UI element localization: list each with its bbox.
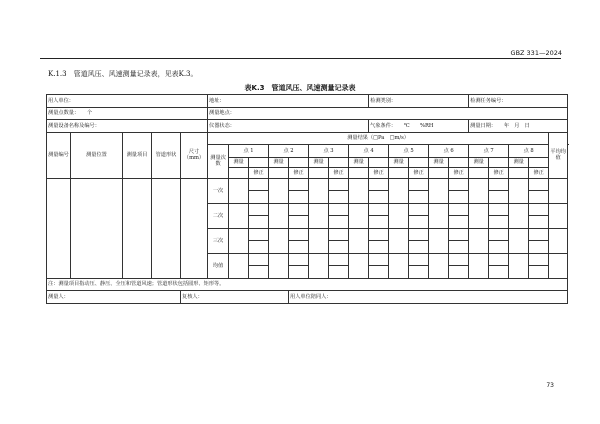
empty-cell bbox=[229, 203, 249, 228]
empty-cell bbox=[389, 228, 409, 253]
empty-cell bbox=[549, 178, 568, 203]
empty-cell bbox=[529, 203, 549, 216]
empty-cell bbox=[289, 203, 309, 216]
empty-cell bbox=[449, 178, 469, 191]
measure-label: 测量 bbox=[429, 157, 449, 168]
col-position: 测量位置 bbox=[71, 132, 123, 178]
empty-cell bbox=[249, 178, 269, 191]
point-header: 点 4 bbox=[349, 145, 389, 158]
empty-cell bbox=[329, 157, 349, 168]
info-weather: 气象条件： ℃ %RH bbox=[369, 120, 469, 133]
empty-cell bbox=[529, 157, 549, 168]
empty-cell bbox=[509, 168, 529, 179]
measure-label: 测量 bbox=[229, 157, 249, 168]
empty-cell bbox=[229, 178, 249, 203]
empty-cell bbox=[389, 253, 409, 278]
empty-cell bbox=[229, 228, 249, 253]
empty-cell bbox=[329, 266, 349, 279]
empty-cell bbox=[549, 203, 568, 228]
info-task-no: 检测任务编号： bbox=[469, 95, 568, 108]
empty-cell bbox=[409, 178, 429, 191]
empty-cell bbox=[429, 203, 449, 228]
info-unit: 用人单位： bbox=[47, 95, 208, 108]
empty-cell bbox=[509, 228, 529, 253]
empty-cell bbox=[529, 178, 549, 191]
round-label: 一次 bbox=[208, 178, 229, 203]
empty-cell bbox=[469, 178, 489, 203]
empty-cell bbox=[409, 253, 429, 266]
measure-label: 测量 bbox=[349, 157, 369, 168]
empty-cell bbox=[449, 228, 469, 241]
empty-cell bbox=[409, 241, 429, 254]
empty-cell bbox=[71, 178, 123, 278]
empty-cell bbox=[349, 178, 369, 203]
info-category: 检测类别： bbox=[369, 95, 469, 108]
empty-cell bbox=[269, 253, 289, 278]
info-points: 测量点数量： 个 bbox=[47, 107, 208, 120]
empty-cell bbox=[369, 191, 389, 204]
empty-cell bbox=[349, 203, 369, 228]
correct-label: 修正 bbox=[529, 168, 549, 179]
empty-cell bbox=[429, 228, 449, 253]
empty-cell bbox=[489, 253, 509, 266]
empty-cell bbox=[349, 168, 369, 179]
record-table bbox=[46, 94, 568, 304]
empty-cell bbox=[329, 253, 349, 266]
round-label: 均值 bbox=[208, 253, 229, 278]
empty-cell bbox=[409, 157, 429, 168]
empty-cell bbox=[329, 228, 349, 241]
measure-label: 测量 bbox=[269, 157, 289, 168]
empty-cell bbox=[369, 266, 389, 279]
empty-cell bbox=[529, 253, 549, 266]
empty-cell bbox=[309, 253, 329, 278]
empty-cell bbox=[269, 178, 289, 203]
empty-cell bbox=[229, 253, 249, 278]
empty-cell bbox=[369, 228, 389, 241]
empty-cell bbox=[289, 266, 309, 279]
empty-cell bbox=[249, 157, 269, 168]
empty-cell bbox=[509, 253, 529, 278]
empty-cell bbox=[249, 228, 269, 241]
empty-cell bbox=[123, 178, 152, 278]
empty-cell bbox=[329, 178, 349, 191]
footer-reviewer: 复核人： bbox=[181, 291, 289, 304]
table-title: 表K.3 管道风压、风速测量记录表 bbox=[244, 84, 356, 92]
header-rule bbox=[40, 58, 561, 59]
empty-cell bbox=[289, 241, 309, 254]
empty-cell bbox=[289, 216, 309, 229]
footer-measurer: 测量人： bbox=[47, 291, 181, 304]
empty-cell bbox=[449, 253, 469, 266]
empty-cell bbox=[529, 266, 549, 279]
empty-cell bbox=[469, 203, 489, 228]
empty-cell bbox=[409, 203, 429, 216]
empty-cell bbox=[529, 241, 549, 254]
empty-cell bbox=[329, 241, 349, 254]
empty-cell bbox=[549, 228, 568, 253]
empty-cell bbox=[389, 203, 409, 228]
col-shape: 管道形状 bbox=[152, 132, 181, 178]
empty-cell bbox=[269, 228, 289, 253]
empty-cell bbox=[429, 253, 449, 278]
empty-cell bbox=[489, 157, 509, 168]
empty-cell bbox=[369, 216, 389, 229]
empty-cell bbox=[329, 203, 349, 216]
point-header: 点 8 bbox=[509, 145, 549, 158]
empty-cell bbox=[249, 241, 269, 254]
empty-cell bbox=[449, 241, 469, 254]
empty-cell bbox=[389, 168, 409, 179]
empty-cell bbox=[181, 178, 208, 278]
point-header: 点 2 bbox=[269, 145, 309, 158]
empty-cell bbox=[289, 178, 309, 191]
empty-cell bbox=[329, 216, 349, 229]
empty-cell bbox=[529, 216, 549, 229]
empty-cell bbox=[369, 253, 389, 266]
empty-cell bbox=[469, 253, 489, 278]
empty-cell bbox=[249, 203, 269, 216]
measure-label: 测量 bbox=[509, 157, 529, 168]
empty-cell bbox=[289, 191, 309, 204]
empty-cell bbox=[489, 203, 509, 216]
empty-cell bbox=[309, 168, 329, 179]
empty-cell bbox=[152, 178, 181, 278]
empty-cell bbox=[489, 216, 509, 229]
empty-cell bbox=[309, 203, 329, 228]
empty-cell bbox=[409, 266, 429, 279]
empty-cell bbox=[329, 191, 349, 204]
correct-label: 修正 bbox=[489, 168, 509, 179]
col-results: 测量结果（□Pa □m/s） bbox=[208, 132, 549, 145]
empty-cell bbox=[47, 178, 71, 278]
empty-cell bbox=[529, 191, 549, 204]
info-device-state: 仪器状态： bbox=[208, 120, 369, 133]
footer-witness: 用人单位陪同人： bbox=[289, 291, 568, 304]
round-label: 二次 bbox=[208, 203, 229, 228]
empty-cell bbox=[549, 253, 568, 278]
round-label: 三次 bbox=[208, 228, 229, 253]
empty-cell bbox=[489, 241, 509, 254]
empty-cell bbox=[249, 191, 269, 204]
col-id: 测量编号 bbox=[47, 132, 71, 178]
info-date: 测量日期： 年 月 日 bbox=[469, 120, 568, 133]
empty-cell bbox=[449, 266, 469, 279]
empty-cell bbox=[249, 253, 269, 266]
empty-cell bbox=[369, 203, 389, 216]
empty-cell bbox=[429, 178, 449, 203]
empty-cell bbox=[489, 178, 509, 191]
info-address: 地址： bbox=[208, 95, 369, 108]
empty-cell bbox=[369, 157, 389, 168]
measure-label: 测量 bbox=[469, 157, 489, 168]
empty-cell bbox=[309, 178, 329, 203]
empty-cell bbox=[349, 228, 369, 253]
measure-label: 测量 bbox=[389, 157, 409, 168]
clause-text: K.1.3 管道风压、风速测量记录表，见表K.3。 bbox=[48, 70, 198, 78]
empty-cell bbox=[409, 216, 429, 229]
empty-cell bbox=[429, 168, 449, 179]
correct-label: 修正 bbox=[329, 168, 349, 179]
empty-cell bbox=[469, 168, 489, 179]
empty-cell bbox=[509, 178, 529, 203]
point-header: 点 3 bbox=[309, 145, 349, 158]
empty-cell bbox=[349, 253, 369, 278]
point-header: 点 6 bbox=[429, 145, 469, 158]
empty-cell bbox=[369, 178, 389, 191]
standard-code: GBZ 331—2024 bbox=[510, 49, 562, 57]
note-text: 注：测量项目指动压、静压、全压和管道风速；管道形状包括圆形、矩形等。 bbox=[47, 278, 568, 291]
empty-cell bbox=[449, 216, 469, 229]
empty-cell bbox=[289, 157, 309, 168]
empty-cell bbox=[489, 228, 509, 241]
col-avg: 平均均值 bbox=[549, 132, 568, 178]
correct-label: 修正 bbox=[449, 168, 469, 179]
empty-cell bbox=[289, 228, 309, 241]
empty-cell bbox=[249, 266, 269, 279]
data-row bbox=[47, 178, 568, 191]
col-size: 尺寸（mm） bbox=[181, 132, 208, 178]
empty-cell bbox=[489, 191, 509, 204]
empty-cell bbox=[449, 157, 469, 168]
page-number: 73 bbox=[546, 382, 554, 389]
col-item: 测量项目 bbox=[123, 132, 152, 178]
empty-cell bbox=[229, 168, 249, 179]
empty-cell bbox=[449, 203, 469, 216]
empty-cell bbox=[529, 228, 549, 241]
correct-label: 修正 bbox=[369, 168, 389, 179]
empty-cell bbox=[389, 178, 409, 203]
footer-row bbox=[47, 291, 568, 304]
correct-label: 修正 bbox=[409, 168, 429, 179]
empty-cell bbox=[369, 241, 389, 254]
empty-cell bbox=[289, 253, 309, 266]
empty-cell bbox=[309, 228, 329, 253]
correct-label: 修正 bbox=[289, 168, 309, 179]
point-header: 点 7 bbox=[469, 145, 509, 158]
col-times: 测量次数 bbox=[208, 145, 229, 179]
empty-cell bbox=[409, 191, 429, 204]
note-row bbox=[47, 278, 568, 291]
empty-cell bbox=[469, 228, 489, 253]
point-header: 点 5 bbox=[389, 145, 429, 158]
empty-cell bbox=[409, 228, 429, 241]
empty-cell bbox=[509, 203, 529, 228]
point-header: 点 1 bbox=[229, 145, 269, 158]
info-place: 测量地点： bbox=[208, 107, 568, 120]
info-device: 测量设备名称及编号： bbox=[47, 120, 208, 133]
measure-label: 测量 bbox=[309, 157, 329, 168]
empty-cell bbox=[269, 168, 289, 179]
empty-cell bbox=[449, 191, 469, 204]
empty-cell bbox=[249, 216, 269, 229]
empty-cell bbox=[489, 266, 509, 279]
correct-label: 修正 bbox=[249, 168, 269, 179]
empty-cell bbox=[269, 203, 289, 228]
